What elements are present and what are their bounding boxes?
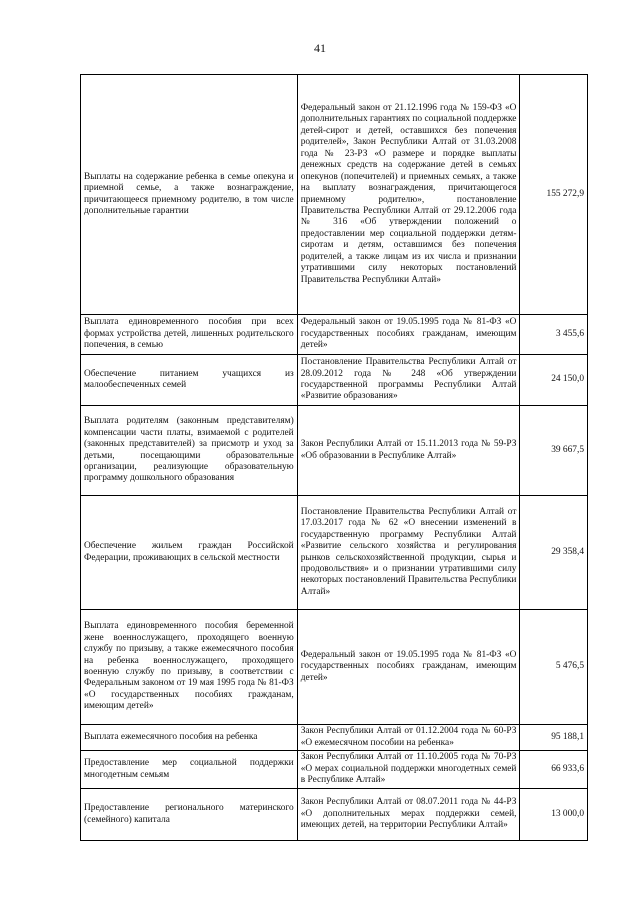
amount-cell: 24 150,0 [520,355,588,406]
page-number: 41 [314,41,326,55]
legal-basis-cell: Федеральный закон от 19.05.1995 года № 81-ФЗ «О государственных пособиях гражданам, имеющим детей» [297,610,520,725]
payment-cell: Обеспечение жильем граждан Российской Федерации, проживающих в сельской местности [81,496,298,610]
amount-cell: 5 476,5 [520,610,588,725]
legal-basis-cell: Постановление Правительства Республики Алтай от 28.09.2012 года № 248 «Об утверждении государственной программы Республики Алтай «Развитие образования» [297,355,520,406]
amount-cell: 13 000,0 [520,789,588,841]
legal-basis-cell: Федеральный закон от 21.12.1996 года № 159-ФЗ «О дополнительных гарантиях по социальной поддержке детей-сирот и детей, оставшихся без попечения родителей», Закон Республики Алтай от 31.03.2008 года № 23-РЗ «О размере и порядке выплаты денежных средств на содержание детей в семьях опекунов (попечителей) и приемных семьях, а также на выплату вознаграждения, причитающегося приемному родителю», постановление Правительства Республики Алтай от 29.12.2006 года № 316 «Об утверждении положений о предоставлении мер социальной поддержки детям-сиротам и детям, оставшимся без попечения родителей, а также лицам из их числа и признании утратившими силу некоторых постановлений Правительства Республики Алтай» [297,75,520,315]
table-row [81,610,588,725]
table-row [81,315,588,355]
amount-cell: 29 358,4 [520,496,588,610]
amount-cell: 95 188,1 [520,725,588,751]
legal-basis-cell: Постановление Правительства Республики Алтай от 17.03.2017 года № 62 «О внесении изменений в государственную программу Республики Алтай «Развитие сельского хозяйства и регулирования рынков сельскохозяйственной продукции, сырья и продовольствия» и о признании утратившими силу некоторых постановлений Правительства Республики Алтай» [297,496,520,610]
table-row [81,75,588,315]
amount-cell: 39 667,5 [520,406,588,496]
legal-basis-cell: Закон Республики Алтай от 15.11.2013 года № 59-РЗ «Об образовании в Республике Алтай» [297,406,520,496]
table-row [81,751,588,789]
table-row [81,355,588,406]
legal-basis-cell: Закон Республики Алтай от 08.07.2011 года № 44-РЗ «О дополнительных мерах поддержки семей, имеющих детей, на территории Республики Алтай» [297,789,520,841]
payment-cell: Предоставление регионального материнского (семейного) капитала [81,789,298,841]
amount-cell: 66 933,6 [520,751,588,789]
amount-cell: 155 272,9 [520,75,588,315]
payment-cell: Выплата ежемесячного пособия на ребенка [81,725,298,751]
payment-cell: Выплата единовременного пособия беременной жене военнослужащего, проходящего военную службу по призыву, а также ежемесячного пособия на ребенка военнослужащего, проходящего военную службу по призыву, в соответствии с Федеральным законом от 19 мая 1995 года № 81-ФЗ «О государственных пособиях гражданам, имеющим детей» [81,610,298,725]
payment-cell: Выплата единовременного пособия при всех формах устройства детей, лишенных родительского попечения, в семью [81,315,298,355]
payment-cell: Выплаты на содержание ребенка в семье опекуна и приемной семье, а также вознаграждение, причитающееся приемному родителю, в том числе дополнительные гарантии [81,75,298,315]
table-row [81,789,588,841]
table-row [81,725,588,751]
social-payments-table [80,74,588,841]
payment-cell: Выплата родителям (законным представителям) компенсации части платы, взимаемой с родителей (законных представителей) за присмотр и уход за детьми, посещающими образовательные организации, реализующие образовательную программу дошкольного образования [81,406,298,496]
payment-cell: Предоставление мер социальной поддержки многодетным семьям [81,751,298,789]
table-row [81,496,588,610]
legal-basis-cell: Федеральный закон от 19.05.1995 года № 81-ФЗ «О государственных пособиях гражданам, имеющим детей» [297,315,520,355]
legal-basis-cell: Закон Республики Алтай от 01.12.2004 года № 60-РЗ «О ежемесячном пособии на ребенка» [297,725,520,751]
amount-cell: 3 455,6 [520,315,588,355]
legal-basis-cell: Закон Республики Алтай от 11.10.2005 года № 70-РЗ «О мерах социальной поддержки многодетных семей в Республике Алтай» [297,751,520,789]
table-row [81,406,588,496]
payment-cell: Обеспечение питанием учащихся из малообеспеченных семей [81,355,298,406]
